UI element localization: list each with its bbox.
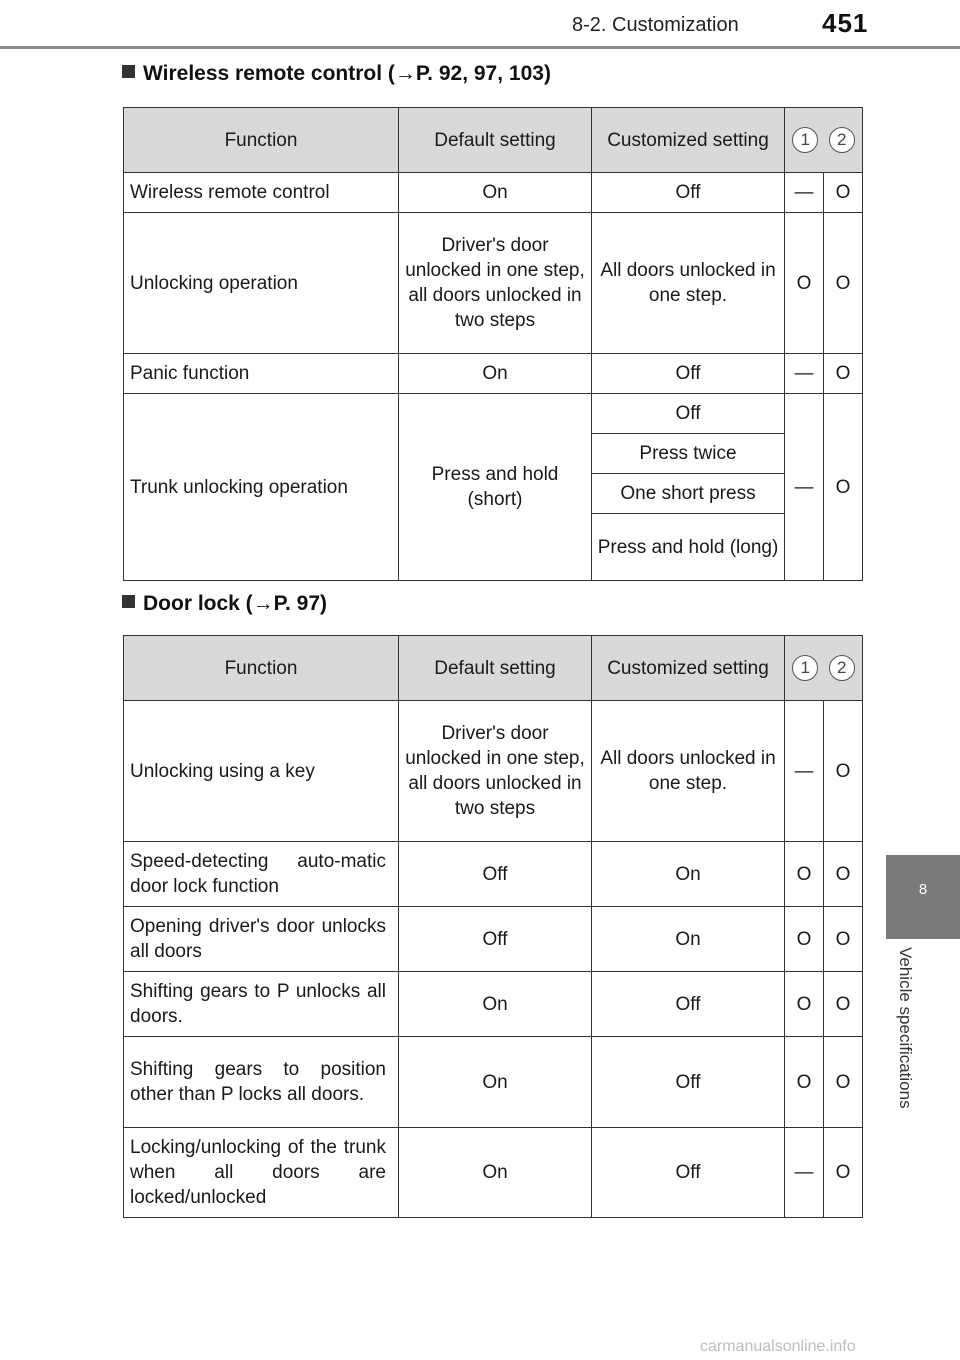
- default-cell: On: [399, 1128, 592, 1218]
- table-row: [124, 1128, 863, 1218]
- custom-cell: All doors unlocked in one step.: [592, 213, 785, 354]
- section-heading-door-lock: [122, 592, 327, 616]
- mark-2-cell: O: [824, 701, 863, 842]
- function-cell: Shifting gears to P unlocks all doors.: [124, 972, 399, 1037]
- table-header-row: [124, 636, 863, 701]
- mark-2-cell: O: [824, 213, 863, 354]
- custom-cell: On: [592, 842, 785, 907]
- default-cell: On: [399, 1037, 592, 1128]
- custom-cell: Off: [592, 354, 785, 394]
- function-cell: Speed-detecting auto-matic door lock function: [124, 842, 399, 907]
- door-lock-table: [123, 635, 863, 1218]
- table-row: [124, 394, 863, 434]
- col-header-default: Default setting: [399, 636, 592, 701]
- mark-1-cell: —: [785, 701, 824, 842]
- col-header-customized: Customized setting: [592, 636, 785, 701]
- section-title: 8-2. Customization: [572, 14, 739, 36]
- circled-2-icon: 2: [829, 127, 855, 153]
- mark-1-cell: —: [785, 354, 824, 394]
- custom-option-cell: One short press: [592, 474, 785, 514]
- default-cell: Driver's door unlocked in one step, all doors unlocked in two steps: [399, 213, 592, 354]
- function-cell: Unlocking using a key: [124, 701, 399, 842]
- function-cell: Panic function: [124, 354, 399, 394]
- circled-1-icon: 1: [792, 655, 818, 681]
- chapter-label-text: Vehicle specifications: [896, 947, 915, 1109]
- mark-2-cell: O: [824, 173, 863, 213]
- col-header-icons: [785, 636, 863, 701]
- square-bullet-icon: [122, 595, 135, 608]
- table-header-row: [124, 108, 863, 173]
- table-row: [124, 1037, 863, 1128]
- custom-cell: On: [592, 907, 785, 972]
- square-bullet-icon: [122, 65, 135, 78]
- mark-1-cell: O: [785, 1037, 824, 1128]
- custom-cell: All doors unlocked in one step.: [592, 701, 785, 842]
- mark-2-cell: O: [824, 394, 863, 581]
- col-header-function: Function: [124, 636, 399, 701]
- function-cell: Wireless remote control: [124, 173, 399, 213]
- chapter-tab[interactable]: [886, 855, 960, 939]
- function-cell: Unlocking operation: [124, 213, 399, 354]
- default-cell: Driver's door unlocked in one step, all doors unlocked in two steps: [399, 701, 592, 842]
- custom-option-cell: Off: [592, 394, 785, 434]
- table-row: [124, 972, 863, 1037]
- function-cell: Trunk unlocking operation: [124, 394, 399, 581]
- mark-1-cell: —: [785, 1128, 824, 1218]
- col-header-customized: Customized setting: [592, 108, 785, 173]
- chapter-number: 8: [918, 881, 928, 898]
- mark-1-cell: —: [785, 394, 824, 581]
- chapter-label: [884, 947, 924, 1157]
- table-row: [124, 907, 863, 972]
- function-cell: Locking/unlocking of the trunk when all doors are locked/unlocked: [124, 1128, 399, 1218]
- table-row: [124, 354, 863, 394]
- default-cell: On: [399, 354, 592, 394]
- mark-1-cell: O: [785, 972, 824, 1037]
- default-cell: Off: [399, 842, 592, 907]
- custom-cell: Off: [592, 1128, 785, 1218]
- col-header-function: Function: [124, 108, 399, 173]
- mark-2-cell: O: [824, 1037, 863, 1128]
- heading-text: Door lock (→P. 97): [143, 592, 327, 615]
- heading-text: Wireless remote control (→P. 92, 97, 103): [143, 62, 551, 85]
- mark-1-cell: O: [785, 842, 824, 907]
- default-cell: Press and hold (short): [399, 394, 592, 581]
- table-row: [124, 173, 863, 213]
- custom-option-cell: Press and hold (long): [592, 514, 785, 581]
- circled-1-icon: 1: [792, 127, 818, 153]
- col-header-icons: [785, 108, 863, 173]
- custom-cell: Off: [592, 173, 785, 213]
- mark-1-cell: O: [785, 213, 824, 354]
- table-row: [124, 701, 863, 842]
- default-cell: Off: [399, 907, 592, 972]
- mark-1-cell: —: [785, 173, 824, 213]
- circled-2-icon: 2: [829, 655, 855, 681]
- table-row: [124, 842, 863, 907]
- custom-cell: Off: [592, 1037, 785, 1128]
- function-cell: Opening driver's door unlocks all doors: [124, 907, 399, 972]
- custom-option-cell: Press twice: [592, 434, 785, 474]
- mark-2-cell: O: [824, 907, 863, 972]
- col-header-default: Default setting: [399, 108, 592, 173]
- watermark: carmanualsonline.info: [700, 1338, 856, 1355]
- header-rule: [0, 46, 960, 49]
- mark-2-cell: O: [824, 972, 863, 1037]
- mark-2-cell: O: [824, 1128, 863, 1218]
- wireless-remote-table: [123, 107, 863, 581]
- mark-2-cell: O: [824, 354, 863, 394]
- function-cell: Shifting gears to position other than P locks all doors.: [124, 1037, 399, 1128]
- table-row: [124, 213, 863, 354]
- default-cell: On: [399, 173, 592, 213]
- section-heading-wireless: [122, 62, 551, 86]
- mark-1-cell: O: [785, 907, 824, 972]
- default-cell: On: [399, 972, 592, 1037]
- mark-2-cell: O: [824, 842, 863, 907]
- custom-cell: Off: [592, 972, 785, 1037]
- page-number: 451: [822, 8, 869, 38]
